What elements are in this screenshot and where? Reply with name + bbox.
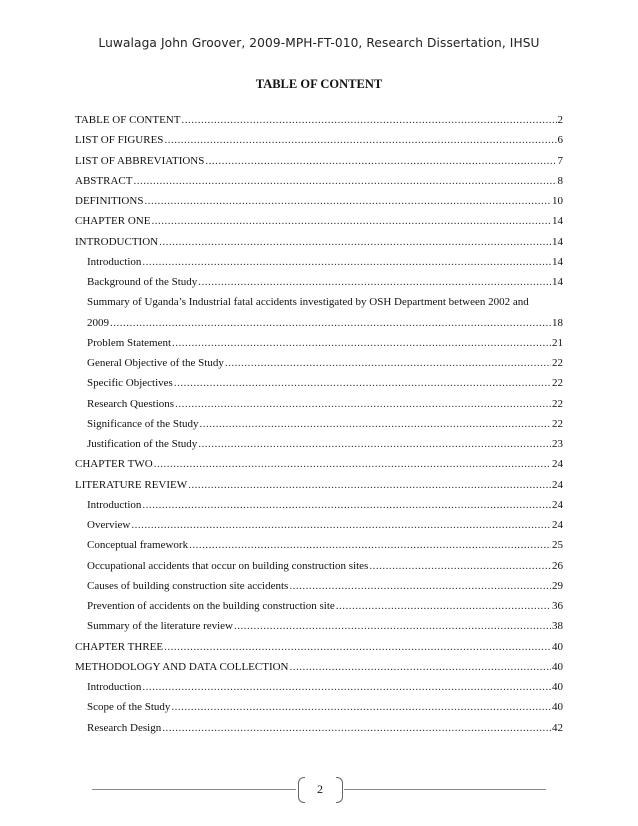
dot-leader: [110, 313, 551, 333]
dot-leader: [289, 576, 551, 596]
toc-entry[interactable]: [75, 373, 563, 393]
dot-leader: [164, 130, 556, 150]
toc-entry-page: 24: [552, 478, 563, 491]
toc-entry-title: LIST OF ABBREVIATIONS: [75, 154, 205, 167]
toc-entry-title: Specific Objectives: [87, 377, 173, 390]
toc-entry-page: 7: [557, 154, 563, 167]
toc-entry-page: 40: [552, 681, 563, 693]
dot-leader: [336, 596, 551, 616]
toc-entry[interactable]: [75, 495, 563, 515]
toc-entry[interactable]: [75, 333, 563, 353]
toc-entry[interactable]: [75, 151, 563, 171]
toc-entry-title: LIST OF FIGURES: [75, 134, 164, 147]
dot-leader: [225, 353, 551, 373]
table-of-contents: [75, 110, 563, 738]
toc-entry-title: Summary of the literature review: [87, 620, 234, 633]
toc-entry-page: 40: [552, 701, 563, 714]
dot-leader: [198, 272, 551, 292]
toc-entry[interactable]: [75, 718, 563, 738]
toc-entry[interactable]: [75, 697, 563, 717]
dot-leader: [174, 373, 551, 393]
toc-entry-title: Introduction: [87, 498, 142, 511]
toc-entry-page: 22: [552, 377, 563, 390]
dot-leader: [159, 232, 551, 252]
toc-entry-page: 22: [552, 357, 563, 369]
toc-entry-title: Conceptual framework: [87, 539, 189, 552]
toc-entry[interactable]: [75, 454, 563, 474]
toc-entry[interactable]: [75, 252, 563, 272]
toc-entry-title: Research Questions: [87, 397, 175, 410]
dot-leader: [175, 394, 551, 414]
toc-entry-title: Scope of the Study: [87, 701, 171, 714]
dot-leader: [369, 556, 551, 576]
dot-leader: [131, 515, 551, 535]
toc-entry-title: Causes of building construction site accidents: [87, 579, 289, 592]
toc-entry-title: METHODOLOGY AND DATA COLLECTION: [75, 660, 289, 673]
dot-leader: [205, 151, 556, 171]
toc-entry[interactable]: [75, 556, 563, 576]
dot-leader: [164, 637, 551, 657]
page-footer: [0, 772, 638, 812]
dot-leader: [181, 110, 556, 130]
toc-entry-title: CHAPTER ONE: [75, 215, 151, 228]
dot-leader: [290, 657, 551, 677]
toc-entry-page: 14: [552, 255, 563, 268]
dot-leader: [234, 616, 551, 636]
toc-entry-page: 25: [552, 539, 563, 552]
toc-entry-page: 38: [552, 620, 563, 633]
toc-entry[interactable]: [75, 110, 563, 130]
toc-entry[interactable]: [75, 515, 563, 535]
toc-entry-page: 22: [552, 417, 563, 430]
toc-entry-title: INTRODUCTION: [75, 235, 159, 248]
toc-entry-title: Introduction: [87, 681, 142, 693]
toc-entry-title: LITERATURE REVIEW: [75, 478, 188, 491]
toc-entry[interactable]: [75, 535, 563, 555]
dot-leader: [142, 495, 551, 515]
toc-entry-title: TABLE OF CONTENT: [75, 114, 181, 126]
toc-entry[interactable]: [75, 191, 563, 211]
toc-entry[interactable]: [75, 596, 563, 616]
toc-entry-title: CHAPTER TWO: [75, 458, 153, 471]
footer-rule-left: [92, 789, 296, 790]
toc-entry-title: ABSTRACT: [75, 174, 133, 187]
toc-entry-title: Occupational accidents that occur on building construction sites: [87, 559, 369, 572]
toc-entry-page: 21: [552, 336, 563, 349]
dot-leader: [142, 677, 551, 697]
toc-entry[interactable]: [75, 232, 563, 252]
dot-leader: [171, 697, 551, 717]
dot-leader: [162, 718, 551, 738]
toc-entry[interactable]: [75, 475, 563, 495]
dot-leader: [172, 333, 551, 353]
toc-entry[interactable]: [75, 677, 563, 697]
toc-entry[interactable]: [75, 353, 563, 373]
toc-entry-page: 8: [557, 174, 563, 187]
toc-entry-page: 40: [552, 660, 563, 673]
footer-bracket-right: [336, 777, 343, 803]
toc-entry-page: 24: [552, 498, 563, 511]
toc-heading: TABLE OF CONTENT: [255, 77, 383, 91]
toc-entry[interactable]: [75, 616, 563, 636]
toc-entry-page: 42: [552, 721, 563, 734]
toc-entry-title: Prevention of accidents on the building construction site: [87, 600, 335, 612]
dot-leader: [151, 211, 551, 231]
toc-entry-title-continuation: 2009: [87, 316, 109, 329]
toc-entry-title: Research Design: [87, 721, 162, 734]
toc-entry[interactable]: [75, 414, 563, 434]
toc-entry-title: CHAPTER THREE: [75, 640, 164, 653]
dot-leader: [198, 434, 551, 454]
toc-entry-page: 18: [552, 316, 563, 329]
toc-entry-title: DEFINITIONS: [75, 195, 144, 207]
toc-entry[interactable]: [75, 434, 563, 454]
dot-leader: [133, 171, 556, 191]
dot-leader: [189, 535, 551, 555]
toc-entry-page: 10: [552, 195, 563, 207]
toc-entry-title: Introduction: [87, 255, 142, 268]
toc-entry[interactable]: [75, 171, 563, 191]
toc-entry-title: Overview: [87, 519, 131, 531]
dot-leader: [200, 414, 551, 434]
dot-leader: [154, 454, 551, 474]
toc-entry-title: Significance of the Study: [87, 417, 199, 430]
toc-entry-title: Background of the Study: [87, 276, 198, 288]
toc-entry-page: 36: [552, 600, 563, 612]
toc-entry-page: 24: [552, 458, 563, 471]
toc-entry-page: 6: [557, 134, 563, 147]
running-header: Luwalaga John Groover, 2009-MPH-FT-010, Research Dissertation, IHSU: [98, 36, 540, 50]
page-number: 2: [317, 782, 323, 796]
toc-entry-page: 2: [557, 114, 563, 126]
toc-entry[interactable]: [75, 394, 563, 414]
toc-entry-title: Justification of the Study: [87, 438, 198, 450]
toc-entry-page: 24: [552, 519, 563, 531]
toc-entry-title: Problem Statement: [87, 336, 172, 349]
toc-entry-page: 14: [552, 235, 563, 248]
dot-leader: [142, 252, 551, 272]
toc-entry[interactable]: [75, 272, 563, 292]
toc-entry-title: General Objective of the Study: [87, 357, 224, 369]
toc-entry-page: 29: [552, 579, 563, 592]
toc-entry[interactable]: [75, 130, 563, 150]
toc-entry-title: Summary of Uganda’s Industrial fatal accidents investigated by OSH Department between 2002 and: [87, 296, 529, 309]
toc-entry[interactable]: [75, 211, 563, 231]
toc-entry-page: 14: [552, 276, 563, 288]
toc-entry[interactable]: [75, 576, 563, 596]
toc-entry-page: 40: [552, 640, 563, 653]
toc-entry-page: 26: [552, 559, 563, 572]
toc-entry-continuation[interactable]: [75, 313, 563, 333]
footer-rule-right: [344, 789, 546, 790]
dot-leader: [144, 191, 551, 211]
toc-entry[interactable]: [75, 657, 563, 677]
toc-entry-page: 22: [552, 397, 563, 410]
dot-leader: [188, 475, 551, 495]
toc-entry-page: 14: [552, 215, 563, 228]
toc-entry[interactable]: [75, 637, 563, 657]
toc-entry-page: 23: [552, 438, 563, 450]
toc-entry[interactable]: [75, 292, 563, 312]
